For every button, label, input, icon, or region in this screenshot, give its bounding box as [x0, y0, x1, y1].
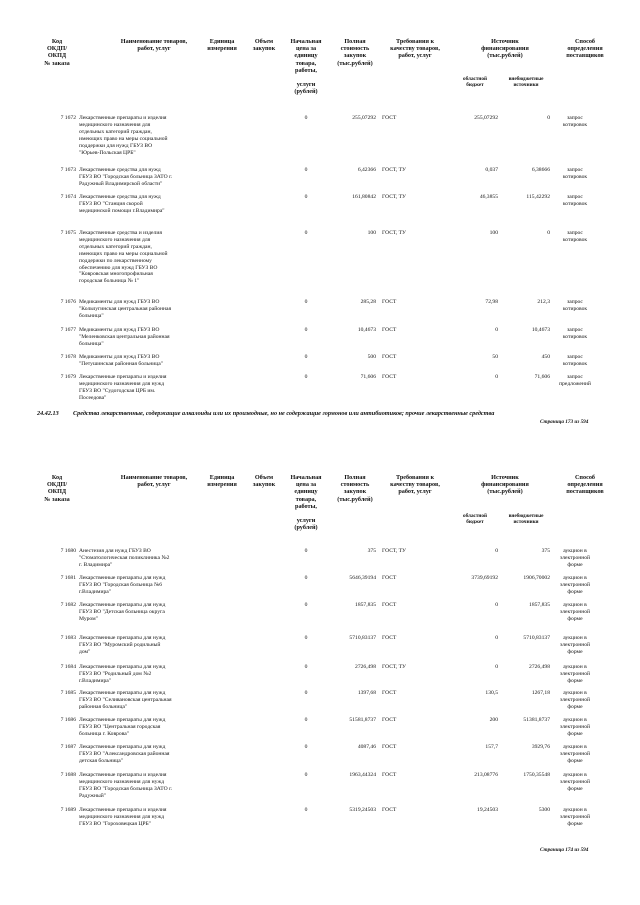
item-name: Лекарственные препараты для нужд ГБУЗ ВО "Центральная городская больница г. Коврова" — [79, 717, 166, 737]
total-cost: 375 — [367, 548, 376, 554]
offbudget-sources: 3929,76 — [531, 744, 550, 750]
total-cost: 1963,44324 — [349, 772, 376, 778]
procurement-method: аукцион в электронной форме — [559, 548, 591, 568]
procurement-method: аукцион в электронной форме — [559, 807, 591, 827]
offbudget-sources: 10,4673 — [531, 327, 550, 333]
order-number: 7 1674 — [60, 194, 76, 200]
offbudget-sources: 51381,8737 — [523, 717, 550, 723]
total-cost: 6,42366 — [357, 167, 376, 173]
header-total: Полная стоимость закупок (тыс.рублей) — [337, 38, 373, 67]
unit-price: 0 — [304, 299, 308, 305]
quality-requirements: ГОСТ — [382, 602, 397, 608]
order-number: 7 1686 — [60, 717, 76, 723]
offbudget-sources: 1906,70002 — [523, 575, 550, 581]
unit-price: 0 — [304, 327, 308, 333]
quality-requirements: ГОСТ — [382, 354, 397, 360]
item-name: Лекарственные препараты и изделия медицинского назначения для нужд ГБУЗ ВО "Городская больница ЗАТО г. Радужный" — [79, 772, 173, 799]
offbudget-sources: 1750,35548 — [523, 772, 550, 778]
total-cost: 1397,68 — [357, 690, 376, 696]
item-name: Лекарственные средства для нужд ГБУЗ ВО "Станция скорой медицинской помощи г.Владимира" — [79, 194, 165, 214]
order-number: 7 1675 — [60, 230, 76, 236]
quality-requirements: ГОСТ — [382, 717, 397, 723]
regional-budget: 213,08776 — [474, 772, 498, 778]
unit-price: 0 — [304, 194, 308, 200]
offbudget-sources: 212,3 — [537, 299, 550, 305]
unit-price: 0 — [304, 717, 308, 723]
regional-budget: 157,7 — [485, 744, 498, 750]
procurement-method: запрос котировок — [562, 115, 588, 128]
total-cost: 51581,8737 — [349, 717, 376, 723]
regional-budget: 200 — [489, 717, 498, 723]
procurement-method: аукцион в электронной форме — [559, 744, 591, 764]
quality-requirements: ГОСТ, ТУ — [382, 664, 406, 670]
quality-requirements: ГОСТ — [382, 299, 397, 305]
unit-price: 0 — [304, 772, 308, 778]
unit-price: 0 — [304, 744, 308, 750]
item-name: Лекарственные препараты для нужд ГБУЗ ВО "Городская больница №6 г.Владимира" — [79, 575, 166, 595]
header-regional: областной бюджет — [463, 76, 487, 88]
header-method: Способ определения поставщиков — [566, 474, 604, 496]
procurement-method: аукцион в электронной форме — [559, 772, 591, 792]
item-name: Лекарственные средства для нужд ГБУЗ ВО "Городская больница ЗАТО г. Радужный Владимирской области" — [79, 167, 173, 187]
okpd-title: Средства лекарственные, содержащие алкалоиды или их производные, но не содержащие гормонов или антибиотиков; прочие лекарственные средства — [73, 410, 495, 417]
quality-requirements: ГОСТ — [382, 807, 397, 813]
page-number: Страница 173 из 594 — [540, 419, 589, 425]
procurement-method: аукцион в электронной форме — [559, 717, 591, 737]
item-name: Медикаменты для нужд ГБУЗ ВО "Меленковская центральная районная больница" — [79, 327, 170, 347]
procurement-method: аукцион в электронной форме — [559, 664, 591, 684]
item-name: Лекарственные препараты и изделия медицинского назначения для нужд ГБУЗ ВО "Судогодская ЦРБ им. Посеедова" — [79, 374, 167, 401]
header-unit: Единица измерения — [207, 38, 237, 53]
total-cost: 161,80842 — [352, 194, 376, 200]
quality-requirements: ГОСТ, ТУ — [382, 230, 406, 236]
header-code: Код ОКДП/ ОКПД № заказа — [44, 38, 70, 67]
item-name: Лекарственные препараты для нужд ГБУЗ ВО "Селивановская центральная районная больница" — [79, 690, 172, 710]
item-name: Лекарственные препараты для нужд ГБУЗ ВО "Детская больница округа Муром" — [79, 602, 166, 622]
total-cost: 2726,498 — [355, 664, 376, 670]
header-unit: Единица измерения — [207, 474, 237, 489]
total-cost: 4087,46 — [357, 744, 376, 750]
procurement-method: запрос котировок — [562, 354, 588, 367]
offbudget-sources: 1857,835 — [529, 602, 550, 608]
unit-price: 0 — [304, 807, 308, 813]
unit-price: 0 — [304, 115, 308, 121]
order-number: 7 1676 — [60, 299, 76, 305]
total-cost: 71,606 — [360, 374, 376, 380]
regional-budget: 3739,69192 — [471, 575, 498, 581]
unit-price: 0 — [304, 230, 308, 236]
regional-budget: 0 — [495, 635, 498, 641]
total-cost: 1857,835 — [355, 602, 376, 608]
header-volume: Объем закупок — [252, 38, 276, 53]
offbudget-sources: 0 — [547, 230, 550, 236]
quality-requirements: ГОСТ, ТУ — [382, 167, 406, 173]
procurement-method: запрос котировок — [562, 327, 588, 340]
order-number: 7 1681 — [60, 575, 76, 581]
okpd-code: 24.42.13 — [37, 410, 59, 417]
quality-requirements: ГОСТ, ТУ — [382, 194, 406, 200]
offbudget-sources: 5300 — [538, 807, 550, 813]
order-number: 7 1687 — [60, 744, 76, 750]
header-source: Источник финансирования (тыс.рублей) — [481, 38, 529, 60]
offbudget-sources: 450 — [541, 354, 550, 360]
regional-budget: 0 — [495, 664, 498, 670]
header-requirements: Требования к качеству товаров, работ, услуг — [390, 38, 440, 60]
total-cost: 500 — [367, 354, 376, 360]
order-number: 7 1685 — [60, 690, 76, 696]
offbudget-sources: 115,42292 — [526, 194, 550, 200]
offbudget-sources: 71,606 — [534, 374, 550, 380]
total-cost: 5319,24503 — [349, 807, 376, 813]
regional-budget: 255,07292 — [474, 115, 498, 121]
unit-price: 0 — [304, 602, 308, 608]
regional-budget: 0 — [495, 374, 498, 380]
offbudget-sources: 0 — [547, 115, 550, 121]
header-method: Способ определения поставщиков — [566, 38, 604, 60]
order-number: 7 1680 — [60, 548, 76, 554]
regional-budget: 100 — [489, 230, 498, 236]
regional-budget: 130,5 — [485, 690, 498, 696]
order-number: 7 1677 — [60, 327, 76, 333]
regional-budget: 0 — [495, 548, 498, 554]
quality-requirements: ГОСТ — [382, 690, 397, 696]
procurement-method: аукцион в электронной форме — [559, 575, 591, 595]
order-number: 7 1689 — [60, 807, 76, 813]
item-name: Лекарственные препараты для нужд ГБУЗ ВО "Муромский родильный дом" — [79, 635, 166, 655]
offbudget-sources: 1267,18 — [531, 690, 550, 696]
quality-requirements: ГОСТ — [382, 115, 397, 121]
regional-budget: 46,3855 — [479, 194, 498, 200]
order-number: 7 1673 — [60, 167, 76, 173]
total-cost: 285,28 — [360, 299, 376, 305]
header-price: Начальная цена за единицу товара, работы, услуги (рублей) — [290, 474, 322, 532]
order-number: 7 1682 — [60, 602, 76, 608]
procurement-method: запрос котировок — [562, 230, 588, 243]
header-offbudget: внебюджетные источники — [508, 76, 544, 88]
unit-price: 0 — [304, 354, 308, 360]
regional-budget: 0 — [495, 602, 498, 608]
item-name: Лекарственные препараты для нужд ГБУЗ ВО "Александровская районная детская больница" — [79, 744, 170, 764]
header-source: Источник финансирования (тыс.рублей) — [481, 474, 529, 496]
quality-requirements: ГОСТ, ТУ — [382, 548, 406, 554]
order-number: 7 1679 — [60, 374, 76, 380]
quality-requirements: ГОСТ — [382, 575, 397, 581]
total-cost: 10,4673 — [357, 327, 376, 333]
item-name: Лекарственные препараты и изделия медицинского назначения для нужд ГБУЗ ВО "Гороховецкая ЦРБ" — [79, 807, 167, 827]
header-offbudget: внебюджетные источники — [508, 513, 544, 525]
procurement-method: аукцион в электронной форме — [559, 635, 591, 655]
quality-requirements: ГОСТ — [382, 744, 397, 750]
offbudget-sources: 2726,498 — [529, 664, 550, 670]
header-total: Полная стоимость закупок (тыс.рублей) — [337, 474, 373, 503]
header-volume: Объем закупок — [252, 474, 276, 489]
procurement-method: аукцион в электронной форме — [559, 602, 591, 622]
regional-budget: 0 — [495, 327, 498, 333]
offbudget-sources: 5710,83137 — [523, 635, 550, 641]
item-name: Медикаменты для нужд ГБУЗ ВО "Кольчугинская центральная районная больница" — [79, 299, 172, 319]
quality-requirements: ГОСТ — [382, 327, 397, 333]
header-name: Наименование товаров, работ, услуг — [120, 474, 188, 489]
unit-price: 0 — [304, 374, 308, 380]
total-cost: 5710,83137 — [349, 635, 376, 641]
unit-price: 0 — [304, 635, 308, 641]
unit-price: 0 — [304, 548, 308, 554]
order-number: 7 1678 — [60, 354, 76, 360]
regional-budget: 72,98 — [485, 299, 498, 305]
offbudget-sources: 375 — [541, 548, 550, 554]
regional-budget: 50 — [492, 354, 498, 360]
header-requirements: Требования к качеству товаров, работ, услуг — [390, 474, 440, 496]
item-name: Лекарственные препараты и изделия медицинского назначения для отдельных категорий граждан, имеющих право на меры социальной поддержки для нужд ГБУЗ ВО "Юрьев-Польская ЦРБ" — [79, 115, 168, 156]
procurement-method: аукцион в электронной форме — [559, 690, 591, 710]
order-number: 7 1683 — [60, 635, 76, 641]
procurement-method: запрос котировок — [562, 167, 588, 180]
header-regional: областной бюджет — [463, 513, 487, 525]
item-name: Медикаменты для нужд ГБУЗ ВО "Петушинская районная больница" — [79, 354, 164, 367]
offbudget-sources: 6,38666 — [531, 167, 550, 173]
quality-requirements: ГОСТ — [382, 772, 397, 778]
procurement-method: запрос котировок — [562, 194, 588, 207]
procurement-method: запрос предложений — [559, 374, 591, 387]
order-number: 7 1684 — [60, 664, 76, 670]
item-name: Лекарственные препараты для нужд ГБУЗ ВО "Родильный дом №2 г.Владимира" — [79, 664, 166, 684]
header-code: Код ОКДП/ ОКПД № заказа — [44, 474, 70, 503]
order-number: 7 1672 — [60, 115, 76, 121]
total-cost: 100 — [367, 230, 376, 236]
regional-budget: 19,24503 — [477, 807, 498, 813]
item-name: Лекарственные средства и изделия медицинского назначения для отдельных категорий граждан, имеющих право на меры социальной поддержки по лекарственному обеспечению для нужд ГБУЗ ВО "Ковровская многопрофильная городская больница № 1" — [79, 230, 168, 285]
unit-price: 0 — [304, 664, 308, 670]
header-name: Наименование товаров, работ, услуг — [120, 38, 188, 53]
unit-price: 0 — [304, 690, 308, 696]
regional-budget: 0,037 — [485, 167, 498, 173]
unit-price: 0 — [304, 575, 308, 581]
order-number: 7 1688 — [60, 772, 76, 778]
quality-requirements: ГОСТ — [382, 635, 397, 641]
item-name: Анестезия для нужд ГБУЗ ВО "Стоматологическая поликлиника №2 г. Владимира" — [79, 548, 170, 568]
unit-price: 0 — [304, 167, 308, 173]
page-number: Страница 174 из 594 — [540, 847, 589, 853]
total-cost: 5646,39194 — [349, 575, 376, 581]
total-cost: 255,07292 — [352, 115, 376, 121]
header-price: Начальная цена за единицу товара, работы, услуги (рублей) — [290, 38, 322, 96]
quality-requirements: ГОСТ — [382, 374, 397, 380]
procurement-method: запрос котировок — [562, 299, 588, 312]
